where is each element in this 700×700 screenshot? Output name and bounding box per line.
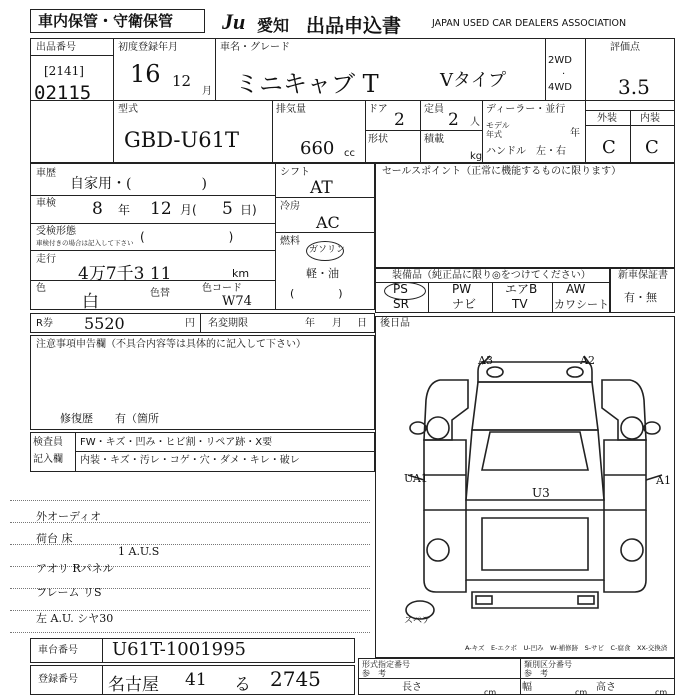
color-label: 色 [36, 283, 46, 294]
shape-label: 形状 [368, 134, 388, 145]
first-registration-label: 初度登録年月 [118, 42, 178, 53]
note-line-1: 外オーディオ [36, 510, 102, 523]
entry-label: 記入欄 [33, 454, 63, 465]
shift-label: シフト [280, 167, 310, 178]
note-line-3: アオリ Rパネル [36, 562, 114, 575]
fw-damage-line: FW・キズ・凹み・ヒビ割・リペア跡・X要 [80, 437, 273, 448]
acceptance-note: 車検付きの場合は記入して下さい [36, 239, 134, 247]
sales-points-frame [375, 163, 675, 268]
drive-2wd: 2WD [548, 55, 572, 66]
designation-label: 形式指定番号 参 考 [362, 660, 410, 678]
exterior-grade: C [602, 137, 616, 158]
warranty-label: 新車保証書 [618, 270, 668, 281]
mark-a1: A1 [656, 474, 671, 487]
recycle-frame [30, 313, 375, 333]
inspection-day: 5 [222, 199, 233, 219]
capacity-unit: kg [470, 151, 483, 162]
score-label: 評価点 [610, 42, 640, 53]
fuel-label: 燃料 [280, 236, 300, 247]
inspection-label: 車検 [36, 198, 56, 209]
doors-value: 2 [394, 110, 405, 130]
type-code: GBD-U61T [124, 128, 239, 152]
score-value: 3.5 [618, 75, 650, 99]
acceptance-value: ( ) [140, 230, 234, 244]
lot-sub-number: [2141] [44, 64, 84, 78]
car-damage-diagram [380, 350, 670, 630]
recycle-label: R券 [36, 318, 53, 329]
equip-navi: ナビ [452, 297, 477, 311]
seats-label: 定員 [424, 104, 444, 115]
category-label: 類別区分番号 参 考 [524, 660, 572, 678]
drive-4wd: 4WD [548, 82, 572, 93]
note-line-2: 荷台 床 [36, 532, 73, 545]
capacity-label: 積載 [424, 134, 444, 145]
fuel-blank: ( ) [290, 287, 343, 300]
equipment-label: 装備品（純正品に限り◎をつけてください） [392, 270, 591, 281]
height-label: 高さ [596, 682, 616, 693]
inspection-year: 8 [92, 199, 103, 219]
plate-kana: る [234, 675, 251, 695]
registration-month: 12 [172, 72, 192, 90]
equip-aw: AW [566, 282, 586, 296]
acceptance-label: 受検形態 [36, 226, 76, 237]
width-label: 幅 [522, 682, 532, 693]
model-grade: Vタイプ [440, 70, 507, 91]
color-code-label: 色コード [202, 283, 242, 294]
ac-label: 冷房 [280, 201, 300, 212]
color-change-label: 色替 [150, 288, 170, 299]
mileage-label: 走行 [36, 254, 56, 265]
interior-label: 内装 [640, 113, 660, 124]
registration-month-unit: 月 [202, 86, 212, 97]
mileage-unit: km [232, 267, 250, 280]
seats-unit: 人 [470, 117, 480, 128]
recycle-value: 5520 [84, 314, 125, 333]
note-line-4: フレーム リS [36, 586, 102, 599]
inspection-year-unit: 年 [118, 203, 131, 217]
recycle-unit: 円 [185, 318, 195, 329]
spare-label: スペア [404, 616, 432, 626]
history-value: 自家用・( ) [70, 176, 207, 192]
mark-a3: A3 [478, 354, 493, 367]
length-unit: cm [484, 688, 497, 697]
mark-u3: U3 [532, 486, 550, 500]
height-unit: cm [655, 688, 668, 697]
model-year-label: モデル 年式 [486, 121, 510, 139]
name-change-month: 月 [332, 318, 342, 329]
equip-ps: PS [393, 282, 408, 296]
plate-area: 名古屋 [108, 675, 159, 695]
interior-damage-line: 内装・キズ・汚レ・コゲ・穴・ダメ・キレ・破レ [80, 455, 300, 466]
inspection-day-unit: 日) [240, 203, 257, 217]
fuel-gasoline: ガソリン [309, 245, 346, 255]
registration-year: 16 [130, 60, 161, 88]
width-unit: cm [575, 688, 588, 697]
dealer-label: ディーラー・並行 [486, 104, 566, 115]
handle-label: ハンドル 左・右 [486, 146, 566, 157]
repair-history-label: 修復歴 有（箇所 [60, 412, 159, 425]
plate-label: 登録番号 [38, 674, 78, 685]
displacement-unit: cc [344, 148, 355, 159]
inspection-month: 12 [150, 199, 172, 219]
displacement-label: 排気量 [276, 104, 306, 115]
notes-label: 注意事項申告欄（不具合内容等は具体的に記入して下さい） [36, 339, 306, 350]
color-code: W74 [222, 294, 252, 309]
inspection-month-unit: 月( [180, 203, 197, 217]
note-line-aside: 1 A.U.S [118, 545, 160, 558]
name-change-year: 年 [305, 318, 315, 329]
form-title: 出品申込書 [306, 15, 402, 37]
mark-ua1: UA1 [404, 472, 428, 485]
interior-grade: C [645, 137, 659, 158]
doors-label: ドア [368, 104, 388, 115]
damage-legend: A-キズ E-エクボ U-凹み W-補修跡 S-サビ C-腐食 XX-交換済 [465, 644, 668, 652]
chassis-number: U61T-1001995 [112, 639, 247, 660]
equip-pw: PW [452, 282, 472, 296]
plate-number: 2745 [270, 667, 321, 691]
color-value: 白 [82, 292, 99, 312]
model-name-label: 車名・グレード [220, 42, 290, 53]
equip-airbag: エアB [505, 282, 538, 296]
storage-label: 車内保管・守衛保管 [38, 12, 174, 30]
history-label: 車歴 [36, 168, 56, 179]
shift-value: AT [310, 178, 333, 198]
equip-leather-seat: カワシート [554, 298, 609, 311]
name-change-day: 日 [357, 318, 367, 329]
displacement-value: 660 [300, 138, 335, 159]
mark-a2: A2 [580, 354, 595, 367]
sales-points-label: セールスポイント（正常に機能するものに限ります） [382, 166, 622, 177]
equip-sr: SR [393, 297, 409, 311]
lot-number: 02115 [34, 82, 92, 104]
fuel-diesel: 軽・油 [306, 267, 339, 280]
association-name: JAPAN USED CAR DEALERS ASSOCIATION [432, 18, 627, 29]
drive-dot: · [562, 69, 566, 80]
equip-tv: TV [512, 297, 528, 311]
exterior-label: 外装 [597, 113, 617, 124]
later-items-label: 後日品 [380, 318, 410, 329]
ju-logo: Ju [222, 9, 246, 34]
model-year-unit: 年 [570, 128, 580, 139]
name-change-label: 名変期限 [208, 318, 248, 329]
inspector-label: 検査員 [33, 437, 63, 448]
plate-class: 41 [185, 670, 207, 690]
note-line-5: 左 A.U. シヤ30 [36, 612, 114, 625]
model-name: ミニキャブ T [235, 70, 379, 98]
org-name: 愛知 [257, 16, 290, 35]
mileage-value: 4万7千3 11 [78, 264, 172, 284]
length-label: 長さ [402, 682, 422, 693]
ac-value: AC [316, 213, 340, 232]
warranty-value: 有・無 [624, 291, 657, 304]
seats-value: 2 [448, 110, 459, 130]
chassis-label: 車台番号 [38, 645, 78, 656]
lot-number-label: 出品番号 [36, 42, 76, 53]
type-code-label: 型式 [118, 104, 138, 115]
